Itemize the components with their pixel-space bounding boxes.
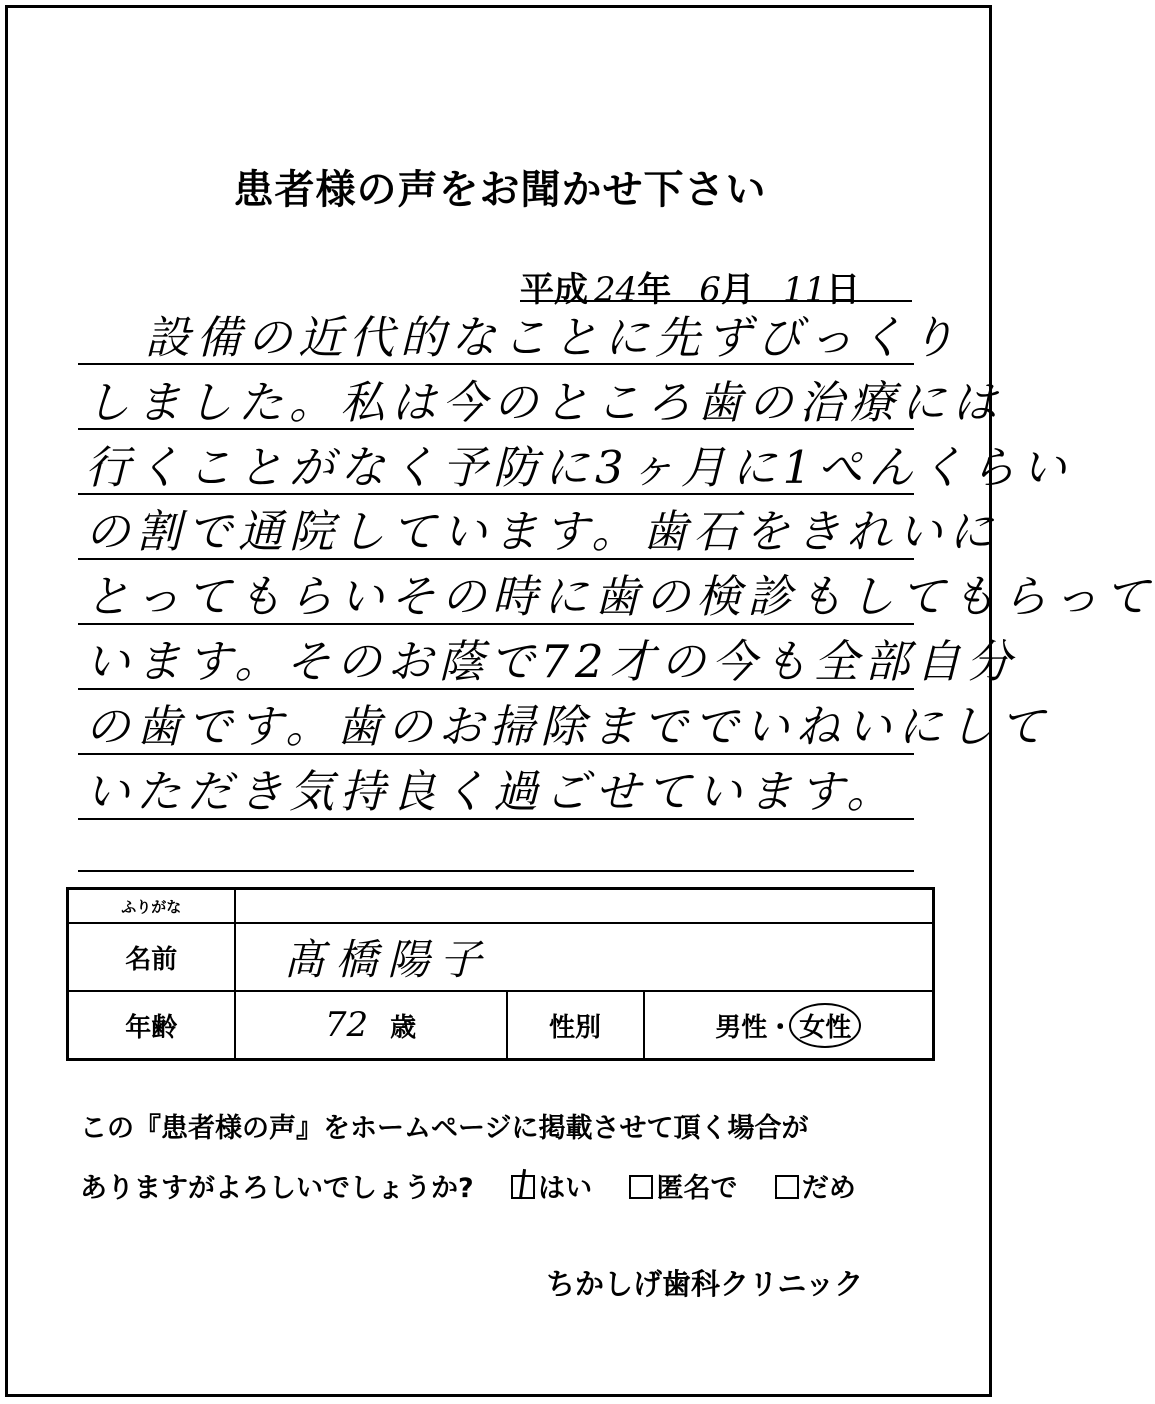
date-day-label: 日 [826,270,861,310]
furigana-field[interactable] [235,889,934,924]
age-unit: 歳 [390,1013,417,1043]
consent-option-yes[interactable] [511,1166,592,1205]
ruled-line [78,493,914,495]
ruled-line [78,558,914,560]
consent-question-line-1: この『患者様の声』をホームページに掲載させて頂く場合が [80,1113,809,1144]
comment-line-7: の歯です。歯のお掃除まででいねいにして [85,700,1051,753]
consent-option-anonymous[interactable] [629,1166,737,1205]
consent-option-no[interactable] [775,1166,856,1205]
patient-info-table [66,887,935,1061]
date-era: 平成 [520,270,588,310]
ruled-line [78,870,914,872]
comment-line-5: とってもらいその時に歯の検診もしてもらって [85,570,1155,623]
age-value: 72 [324,1005,369,1045]
ruled-line [78,753,914,755]
comment-line-8: いただき気持良く過ごせています。 [85,765,898,818]
ruled-line [78,428,914,430]
ruled-line [78,818,914,820]
age-label: 年齢 [68,991,235,1060]
gender-option-male[interactable]: 男性 [715,1012,768,1043]
name-field[interactable]: 髙橋陽子 [235,923,934,991]
consent-option-no-label: だめ [801,1173,856,1204]
comment-line-2: しました。私は今のところ歯の治療には [85,376,1004,429]
clinic-name: ちかしげ歯科クリニック [546,1267,864,1301]
gender-separator: ・ [767,1012,794,1043]
consent-option-yes-label: はい [538,1173,593,1204]
ruled-line [78,623,914,625]
date-month-label: 月 [720,270,755,310]
ruled-line [78,363,914,365]
date-year: 24 [594,270,638,310]
date-field [520,262,860,311]
comment-line-1: 設備の近代的なことに先ずびっくり [145,311,962,364]
furigana-label: ふりがな [68,889,235,924]
gender-field[interactable] [644,991,934,1060]
name-label: 名前 [68,923,235,991]
date-day: 11 [782,270,827,310]
date-year-label: 年 [637,270,672,310]
date-month: 6 [699,270,721,310]
comment-line-6: います。そのお蔭で72才の今も全部自分 [85,635,1018,688]
comment-line-4: の割で通院しています。歯石をきれいに [85,505,1000,558]
consent-question-text: ありますがよろしいでしょうか? [80,1173,474,1204]
gender-option-female[interactable]: 女性 [789,1003,861,1048]
form-title: 患者様の声をお聞かせ下さい [233,167,767,213]
checkbox-icon[interactable] [629,1175,653,1199]
age-field[interactable] [235,991,507,1060]
consent-option-anonymous-label: 匿名で [656,1173,738,1204]
consent-question-line-2 [80,1166,856,1205]
date-underline [520,300,912,302]
checkbox-checked-icon[interactable] [511,1175,535,1199]
gender-label: 性別 [507,991,644,1060]
comment-line-3: 行くことがなく予防に3ヶ月に1ぺんくらい [85,441,1073,494]
ruled-line [78,688,914,690]
checkbox-icon[interactable] [775,1175,799,1199]
